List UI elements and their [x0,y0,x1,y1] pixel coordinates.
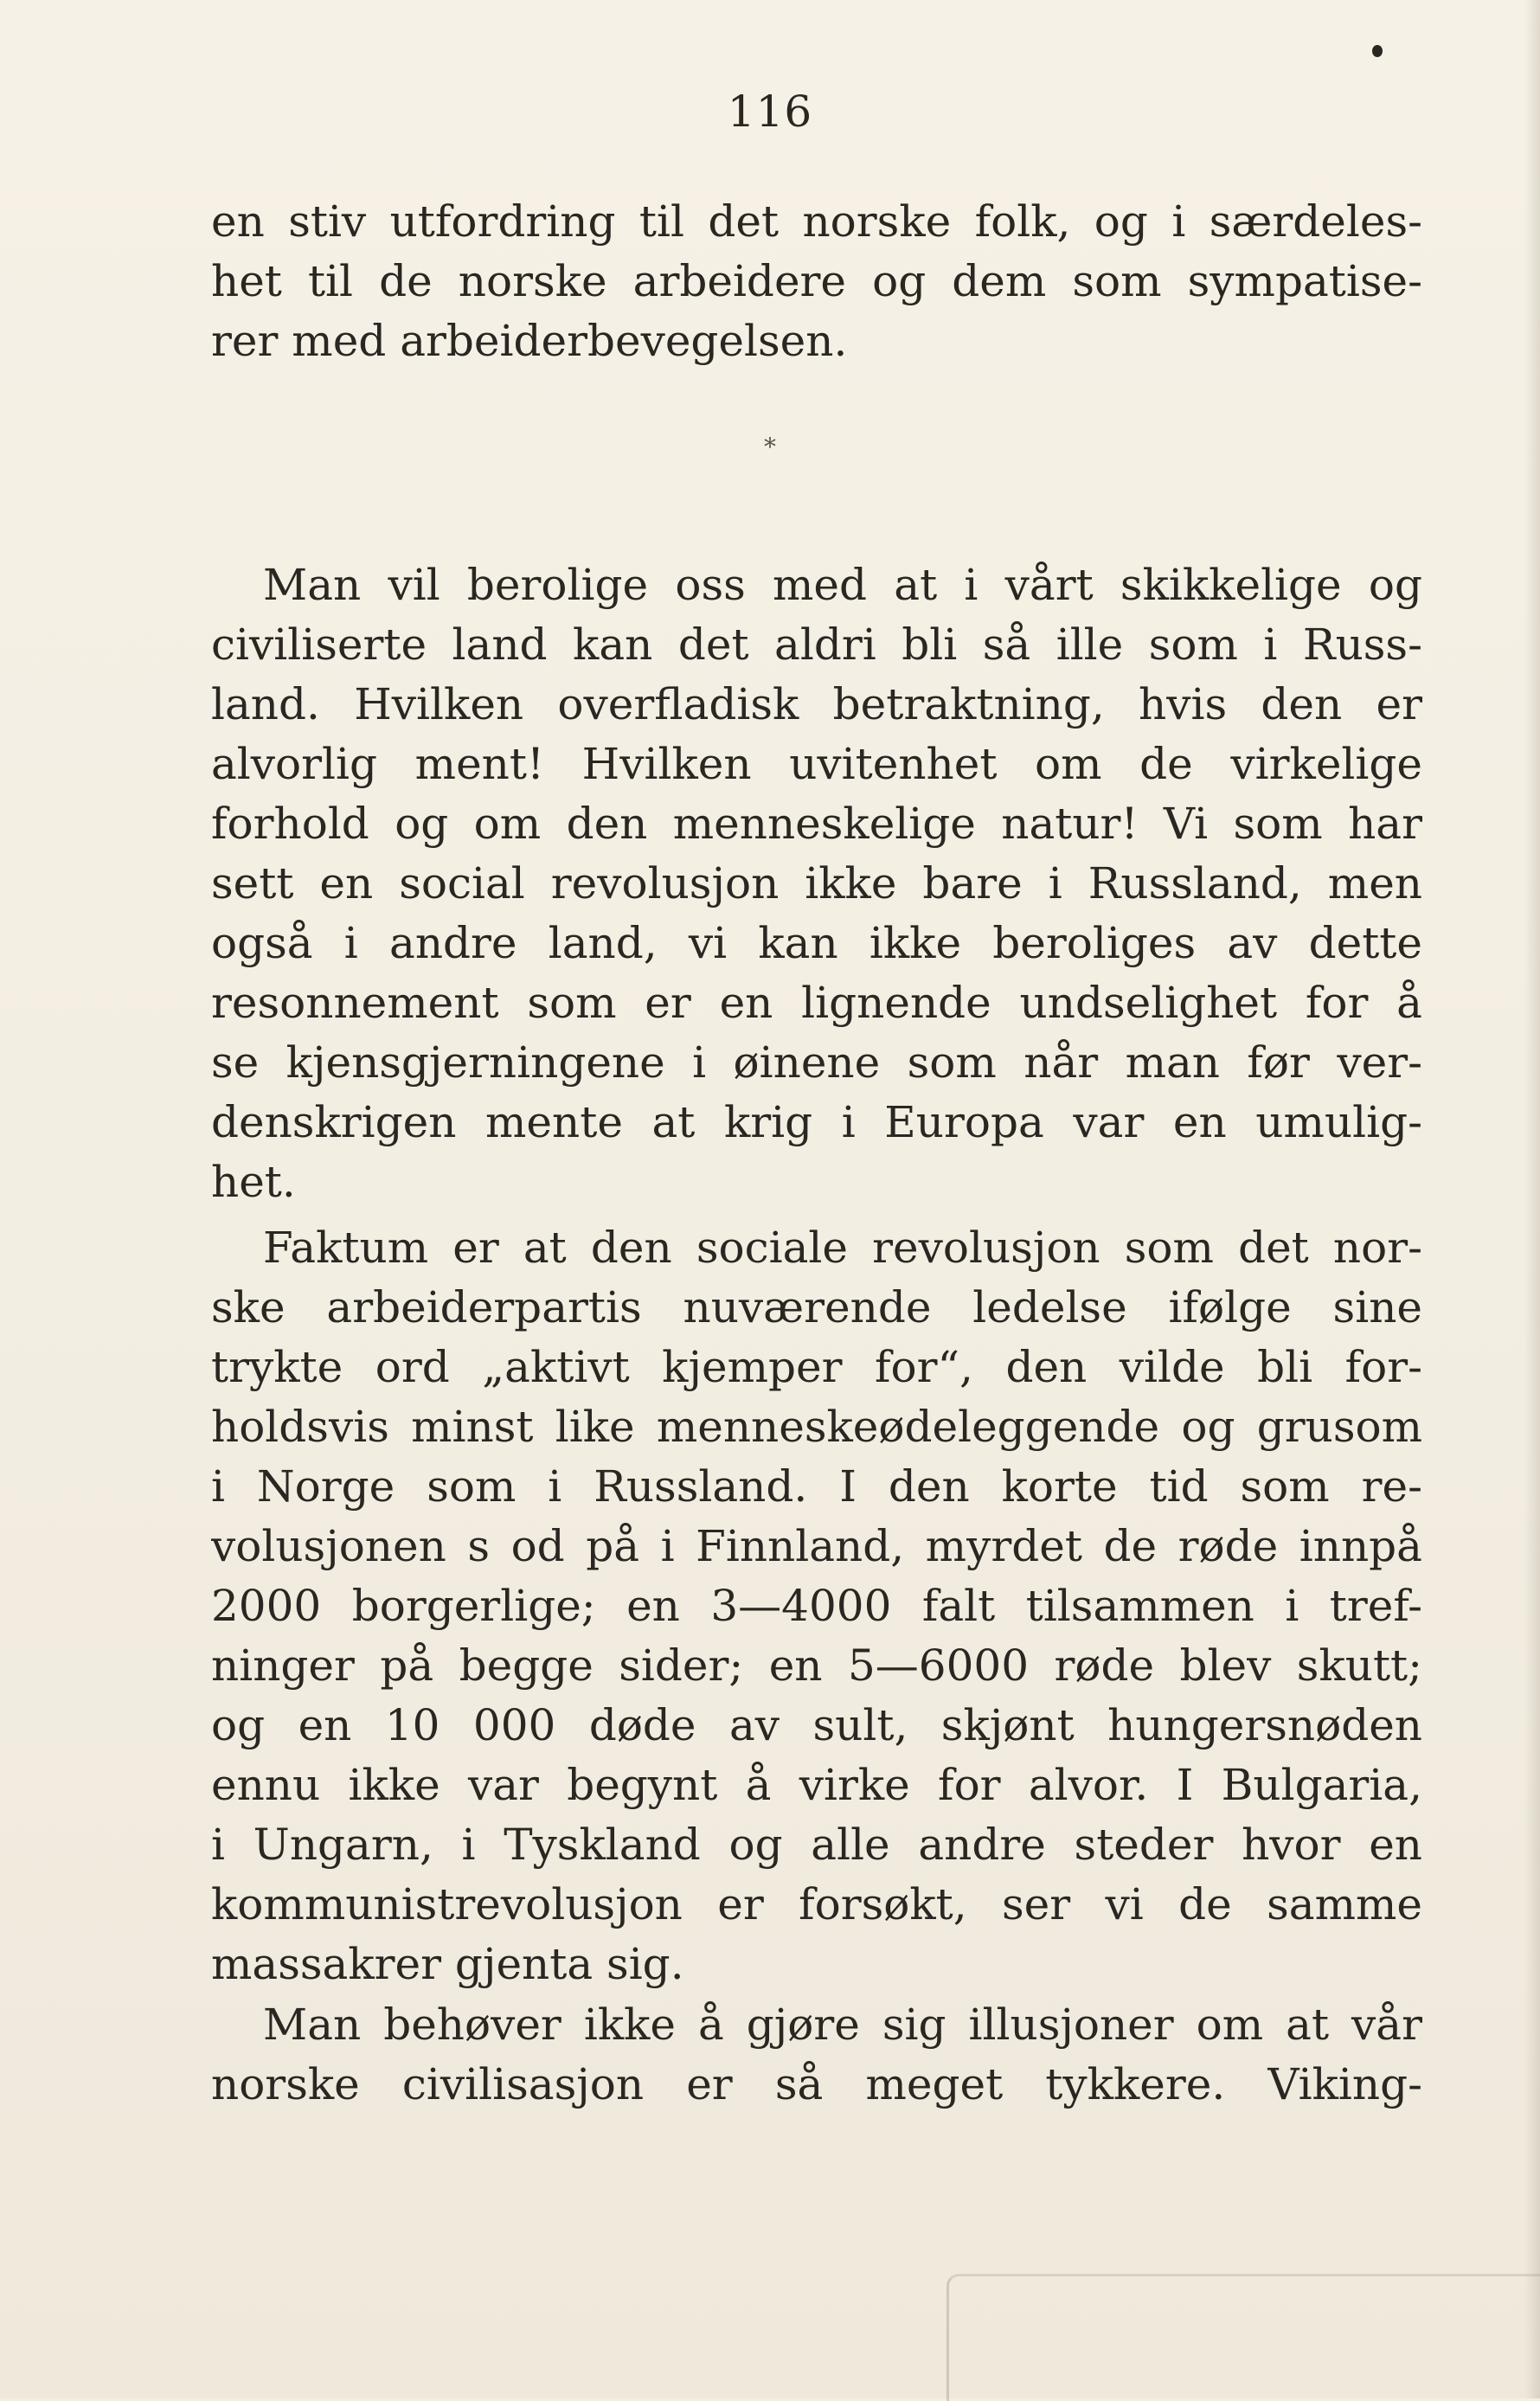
text-line: sett en social revolusjon ikke bare i Russland, men [211,858,1422,908]
page-number: 116 [727,87,813,137]
text-line: en stiv utfordring til det norske folk, og i særdeles- [211,196,1422,247]
text-line: rer med arbeiderbevegelsen. [211,316,848,366]
text-line: het til de norske arbeidere og dem som sympatise- [211,256,1422,306]
text-line: trykte ord „aktivt kjemper for“, den vilde bli for- [211,1342,1422,1392]
text-line: ennu ikke var begynt å virke for alvor. I Bulgaria, [211,1760,1422,1810]
text-line: se kjensgjerningene i øinene som når man før ver- [211,1037,1422,1088]
section-separator: * [764,433,776,461]
text-line: i Ungarn, i Tyskland og alle andre steder hvor en [211,1820,1422,1870]
text-line: land. Hvilken overfladisk betraktning, hvis den er [211,679,1422,729]
ink-spot [1372,45,1383,57]
text-line: forhold og om den menneskelige natur! Vi som har [211,799,1422,849]
text-line: kommunistrevolusjon er forsøkt, ser vi de samme [211,1879,1422,1929]
paragraph-continuation [211,192,1422,371]
text-line: norske civilisasjon er så meget tykkere. Viking- [211,2059,1422,2109]
text-line: i Norge som i Russland. I den korte tid som re- [211,1461,1422,1512]
text-line: het. [211,1157,296,1207]
paragraph-faktum [211,1218,1422,1994]
text-line: også i andre land, vi kan ikke beroliges av dette [211,918,1422,968]
text-line: alvorlig ment! Hvilken uvitenhet om de virkelige [211,739,1422,789]
paragraph-illusjoner [211,1995,1422,2115]
text-line: denskrigen mente at krig i Europa var en umulig- [211,1097,1422,1147]
page-edge-shadow [1524,0,1540,2398]
text-line: ske arbeiderpartis nuværende ledelse ifølge sine [211,1282,1422,1332]
library-stamp-outline [946,2274,1540,2401]
text-line: og en 10 000 døde av sult, skjønt hungersnøden [211,1700,1422,1750]
paragraph-berolige [211,555,1422,1212]
text-line: ninger på begge sider; en 5—6000 røde blev skutt; [211,1640,1422,1691]
text-line: volusjonen s od på i Finnland, myrdet de røde innpå [211,1521,1422,1571]
text-line: Faktum er at den sociale revolusjon som det nor- [263,1223,1422,1273]
text-line: Man vil berolige oss med at i vårt skikkelige og [263,560,1422,610]
text-line: massakrer gjenta sig. [211,1939,684,1989]
text-line: holdsvis minst like menneskeødeleggende og grusom [211,1402,1422,1452]
text-line: civiliserte land kan det aldri bli så ille som i Russ- [211,620,1422,670]
text-line: resonnement som er en lignende undselighet for å [211,978,1422,1028]
text-line: Man behøver ikke å gjøre sig illusjoner om at vår [263,2000,1422,2050]
text-line: 2000 borgerlige; en 3—4000 falt tilsammen i tref- [211,1581,1422,1631]
